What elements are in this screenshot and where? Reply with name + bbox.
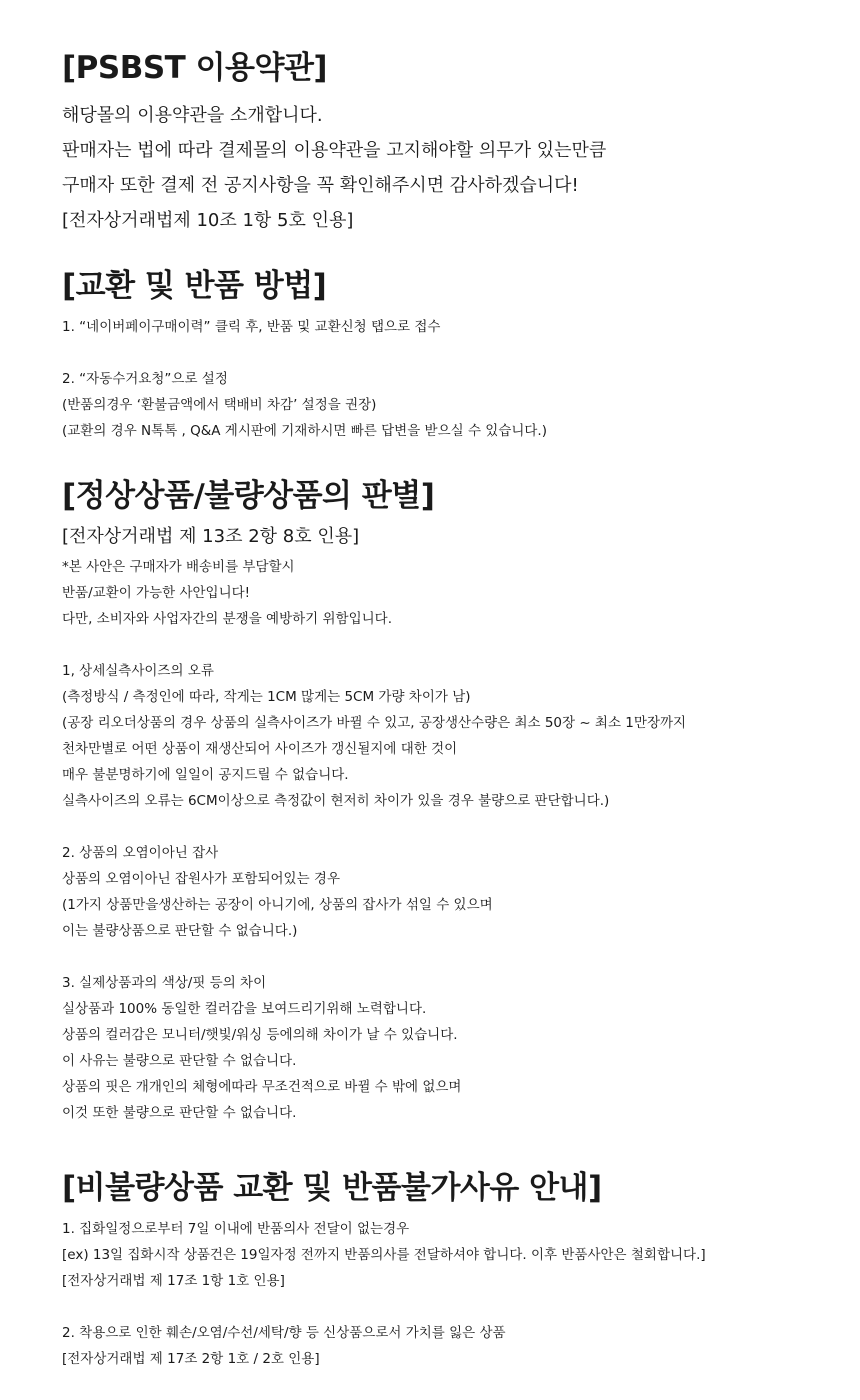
exchange-line: (반품의경우 ‘환불금액에서 택배비 차감’ 설정을 권장) [62, 397, 377, 413]
judgment-line: 반품/교환이 가능한 사안입니다! [62, 585, 251, 601]
nonrefund-line: 1. 집화일정으로부터 7일 이내에 반품의사 전달이 없는경우 [62, 1221, 410, 1237]
exchange-line: (교환의 경우 N톡톡 , Q&A 게시판에 기재하시면 빠른 답변을 받으실 수 있습니다.) [62, 423, 547, 439]
terms-line: 판매자는 법에 따라 결제몰의 이용약관을 고지해야할 의무가 있는만큼 [62, 140, 607, 161]
exchange-line: 2. “자동수거요청”으로 설정 [62, 371, 228, 387]
judgment-line: 1, 상세실측사이즈의 오류 [62, 663, 214, 679]
judgment-line: 천차만별로 어떤 상품이 재생산되어 사이즈가 갱신될지에 대한 것이 [62, 741, 458, 757]
judgment-line: 실측사이즈의 오류는 6CM이상으로 측정값이 현저히 차이가 있을 경우 불량으로 판단합니다.) [62, 793, 610, 809]
terms-line: 구매자 또한 결제 전 공지사항을 꼭 확인해주시면 감사하겠습니다! [62, 175, 579, 196]
judgment-line: 실상품과 100% 동일한 컬러감을 보여드리기위해 노력합니다. [62, 1001, 427, 1017]
nonrefund-line: [전자상거래법 제 17조 2항 1호 / 2호 인용] [62, 1351, 320, 1367]
judgment-line: 상품의 핏은 개개인의 체형에따라 무조건적으로 바뀔 수 밖에 없으며 [62, 1079, 462, 1095]
exchange-section [62, 266, 840, 444]
nonrefund-line: 2. 착용으로 인한 훼손/오염/수선/세탁/향 등 신상품으로서 가치를 잃은 상품 [62, 1325, 506, 1341]
judgment-line: 3. 실제상품과의 색상/핏 등의 차이 [62, 975, 267, 991]
judgment-line: 매우 불분명하기에 일일이 공지드릴 수 없습니다. [62, 767, 349, 783]
judgment-line: (공장 리오더상품의 경우 상품의 실측사이즈가 바뀔 수 있고, 공장생산수량은 최소 50장 ~ 최소 1만장까지 [62, 715, 687, 731]
judgment-line: 상품의 오염이아닌 잡원사가 포함되어있는 경우 [62, 871, 340, 887]
exchange-title: [교환 및 반품 방법] [62, 268, 327, 304]
judgment-line: 이 사유는 불량으로 판단할 수 없습니다. [62, 1053, 297, 1069]
terms-title: [PSBST 이용약관] [62, 50, 328, 86]
judgment-subtitle: [전자상거래법 제 13조 2항 8호 인용] [62, 526, 360, 547]
spacer [62, 944, 840, 970]
terms-section [62, 48, 840, 238]
judgment-section [62, 476, 840, 1126]
judgment-title: [정상상품/불량상품의 판별] [62, 478, 435, 514]
judgment-line: *본 사안은 구매자가 배송비를 부담할시 [62, 559, 295, 575]
nonrefund-title: [비불량상품 교환 및 반품불가사유 안내] [62, 1170, 602, 1206]
spacer [62, 340, 840, 366]
judgment-line: (측정방식 / 측정인에 따라, 작게는 1CM 많게는 5CM 가량 차이가 남) [62, 689, 471, 705]
nonrefund-line: [ex) 13일 집화시작 상품건은 19일자정 전까지 반품의사를 전달하셔야 합니다. 이후 반품사안은 철회합니다.] [62, 1247, 706, 1263]
judgment-line: 상품의 컬러감은 모니터/햇빛/워싱 등에의해 차이가 날 수 있습니다. [62, 1027, 458, 1043]
spacer [62, 632, 840, 658]
judgment-line: 이것 또한 불량으로 판단할 수 없습니다. [62, 1105, 297, 1121]
spacer [62, 1294, 840, 1320]
nonrefund-line: [전자상거래법 제 17조 1항 1호 인용] [62, 1273, 285, 1289]
terms-line: 해당몰의 이용약관을 소개합니다. [62, 105, 323, 126]
exchange-line: 1. “네이버페이구매이력” 클릭 후, 반품 및 교환신청 탭으로 접수 [62, 319, 441, 335]
nonrefund-section [62, 1168, 840, 1372]
judgment-line: 이는 불량상품으로 판단할 수 없습니다.) [62, 923, 298, 939]
judgment-line: 다만, 소비자와 사업자간의 분쟁을 예방하기 위함입니다. [62, 611, 392, 627]
terms-line: [전자상거래법제 10조 1항 5호 인용] [62, 210, 354, 231]
judgment-line: 2. 상품의 오염이아닌 잡사 [62, 845, 219, 861]
judgment-line: (1가지 상품만을생산하는 공장이 아니기에, 상품의 잡사가 섞일 수 있으며 [62, 897, 493, 913]
spacer [62, 814, 840, 840]
